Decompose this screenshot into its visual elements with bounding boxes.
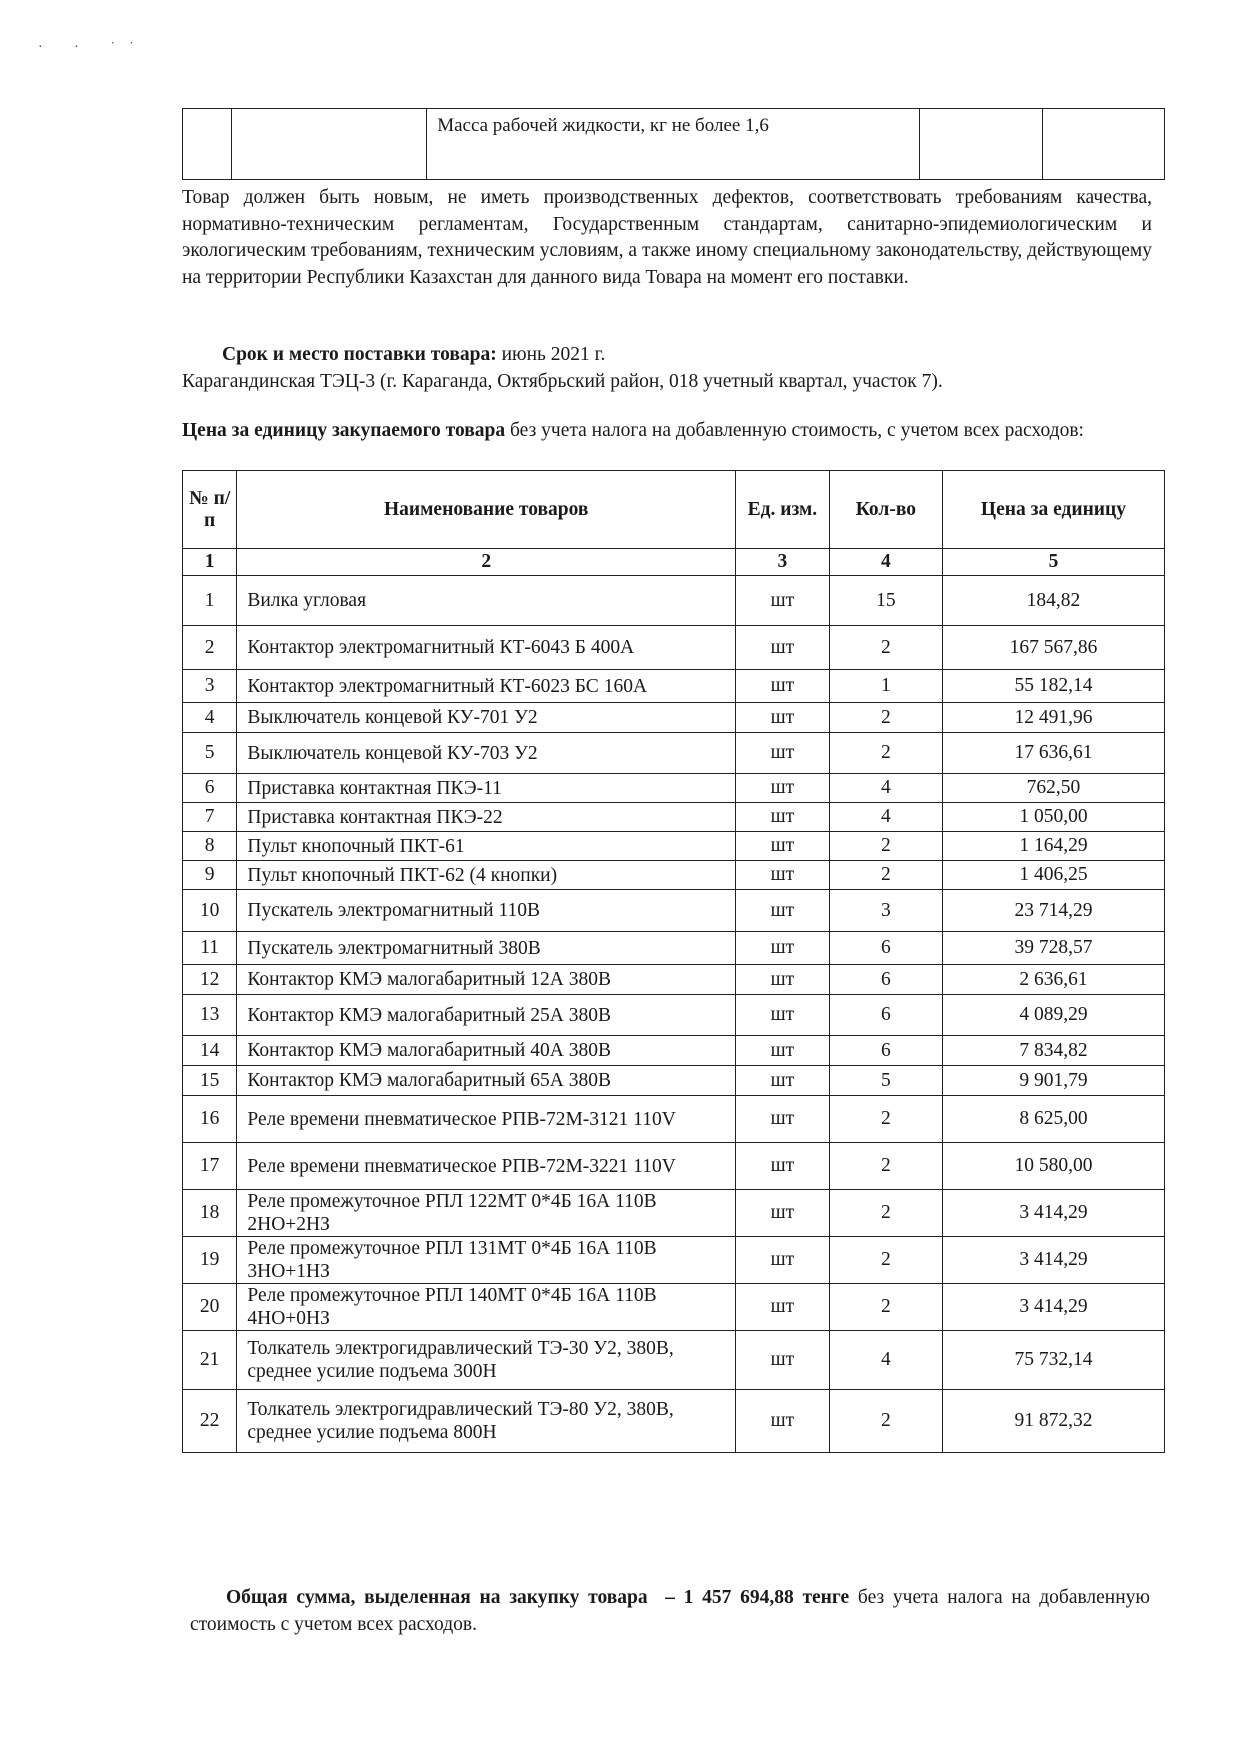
column-number: 3 <box>736 549 830 576</box>
table-cell <box>183 109 232 180</box>
item-name: Реле промежуточное РПЛ 140МТ 0*4Б 16А 110В 4НО+0НЗ <box>237 1284 736 1331</box>
item-name: Пульт кнопочный ПКТ-61 <box>237 832 736 861</box>
item-price: 17 636,61 <box>942 733 1164 774</box>
row-number: 21 <box>183 1331 237 1390</box>
item-name: Пульт кнопочный ПКТ-62 (4 кнопки) <box>237 861 736 890</box>
item-qty: 4 <box>829 803 942 832</box>
row-number: 10 <box>183 890 237 932</box>
item-unit: шт <box>736 1143 830 1190</box>
item-price: 23 714,29 <box>942 890 1164 932</box>
table-row <box>183 1390 1165 1453</box>
row-number: 8 <box>183 832 237 861</box>
table-cell <box>919 109 1042 180</box>
item-qty: 3 <box>829 890 942 932</box>
item-qty: 6 <box>829 965 942 995</box>
row-number: 6 <box>183 774 237 803</box>
row-number: 11 <box>183 932 237 965</box>
table-row <box>183 1284 1165 1331</box>
row-number: 12 <box>183 965 237 995</box>
item-unit: шт <box>736 1390 830 1453</box>
price-heading-label: Цена за единицу закупаемого товара <box>182 420 506 441</box>
row-number: 13 <box>183 995 237 1036</box>
item-qty: 2 <box>829 1190 942 1237</box>
table-row <box>183 703 1165 733</box>
table-row <box>183 1237 1165 1284</box>
row-number: 15 <box>183 1066 237 1096</box>
table-cell <box>231 109 426 180</box>
item-qty: 2 <box>829 832 942 861</box>
delivery-place: Карагандинская ТЭЦ-3 (г. Караганда, Октябрьский район, 018 учетный квартал, участок 7). <box>182 371 943 392</box>
item-price: 91 872,32 <box>942 1390 1164 1453</box>
item-qty: 6 <box>829 932 942 965</box>
header-unit: Ед. изм. <box>736 471 830 549</box>
item-unit: шт <box>736 861 830 890</box>
item-price: 762,50 <box>942 774 1164 803</box>
delivery-date: июнь 2021 г. <box>496 344 606 365</box>
item-unit: шт <box>736 576 830 626</box>
row-number: 19 <box>183 1237 237 1284</box>
item-name: Реле промежуточное РПЛ 122МТ 0*4Б 16А 110В 2НО+2НЗ <box>237 1190 736 1237</box>
item-price: 3 414,29 <box>942 1237 1164 1284</box>
item-name: Контактор электромагнитный КТ-6023 БС 160А <box>237 670 736 703</box>
header-price: Цена за единицу <box>942 471 1164 549</box>
item-price: 2 636,61 <box>942 965 1164 995</box>
column-number-row <box>183 549 1165 576</box>
item-unit: шт <box>736 733 830 774</box>
item-name: Вилка угловая <box>237 576 736 626</box>
item-qty: 6 <box>829 1036 942 1066</box>
table-row <box>183 733 1165 774</box>
row-number: 20 <box>183 1284 237 1331</box>
item-unit: шт <box>736 1066 830 1096</box>
item-unit: шт <box>736 626 830 670</box>
item-name: Толкатель электрогидравлический ТЭ-30 У2, 380В, среднее усилие подъема 300Н <box>237 1331 736 1390</box>
item-name: Приставка контактная ПКЭ-22 <box>237 803 736 832</box>
row-number: 2 <box>183 626 237 670</box>
total-rest: без учета налога на добавленную стоимость с учетом всех расходов. <box>190 1587 1150 1635</box>
item-qty: 2 <box>829 1096 942 1143</box>
item-price: 39 728,57 <box>942 932 1164 965</box>
item-name: Выключатель концевой КУ-701 У2 <box>237 703 736 733</box>
item-name: Контактор КМЭ малогабаритный 25А 380В <box>237 995 736 1036</box>
row-number: 4 <box>183 703 237 733</box>
item-unit: шт <box>736 1036 830 1066</box>
delivery-label: Срок и место поставки товара: <box>222 344 497 365</box>
item-unit: шт <box>736 703 830 733</box>
table-row <box>183 1066 1165 1096</box>
table-row <box>183 861 1165 890</box>
item-qty: 4 <box>829 774 942 803</box>
item-name: Контактор КМЭ малогабаритный 65А 380В <box>237 1066 736 1096</box>
item-price: 9 901,79 <box>942 1066 1164 1096</box>
row-number: 5 <box>183 733 237 774</box>
item-unit: шт <box>736 965 830 995</box>
total-paragraph <box>190 1584 1150 1638</box>
table-cell <box>1042 109 1164 180</box>
table-header-row <box>183 471 1165 549</box>
header-qty: Кол-во <box>829 471 942 549</box>
table-row <box>183 626 1165 670</box>
item-name: Толкатель электрогидравлический ТЭ-80 У2, 380В, среднее усилие подъема 800Н <box>237 1390 736 1453</box>
continuation-table <box>182 108 1165 180</box>
item-name: Контактор электромагнитный КТ-6043 Б 400А <box>237 626 736 670</box>
item-unit: шт <box>736 774 830 803</box>
item-unit: шт <box>736 995 830 1036</box>
header-name: Наименование товаров <box>237 471 736 549</box>
item-name: Приставка контактная ПКЭ-11 <box>237 774 736 803</box>
item-price: 12 491,96 <box>942 703 1164 733</box>
item-price: 7 834,82 <box>942 1036 1164 1066</box>
delivery-date-line <box>222 344 605 366</box>
total-label: Общая сумма, выделенная на закупку товара <box>226 1587 648 1608</box>
item-price: 55 182,14 <box>942 670 1164 703</box>
item-qty: 2 <box>829 1390 942 1453</box>
row-number: 17 <box>183 1143 237 1190</box>
table-cell: Масса рабочей жидкости, кг не более 1,6 <box>427 109 920 180</box>
table-row <box>183 1143 1165 1190</box>
column-number: 2 <box>237 549 736 576</box>
item-name: Реле промежуточное РПЛ 131МТ 0*4Б 16А 110В 3НО+1НЗ <box>237 1237 736 1284</box>
item-name: Пускатель электромагнитный 380В <box>237 932 736 965</box>
item-unit: шт <box>736 1096 830 1143</box>
item-unit: шт <box>736 832 830 861</box>
item-price: 4 089,29 <box>942 995 1164 1036</box>
item-qty: 2 <box>829 1284 942 1331</box>
column-number: 1 <box>183 549 237 576</box>
table-row <box>183 109 1165 180</box>
item-price: 1 164,29 <box>942 832 1164 861</box>
total-amount: – 1 457 694,88 тенге <box>665 1587 850 1608</box>
item-name: Контактор КМЭ малогабаритный 12А 380В <box>237 965 736 995</box>
table-row <box>183 1096 1165 1143</box>
table-row <box>183 1036 1165 1066</box>
column-number: 5 <box>942 549 1164 576</box>
item-name: Выключатель концевой КУ-703 У2 <box>237 733 736 774</box>
table-row <box>183 670 1165 703</box>
item-price: 1 050,00 <box>942 803 1164 832</box>
item-name: Реле времени пневматическое РПВ-72М-3221 110V <box>237 1143 736 1190</box>
item-qty: 2 <box>829 733 942 774</box>
table-row <box>183 995 1165 1036</box>
table-row <box>183 1190 1165 1237</box>
item-name: Контактор КМЭ малогабаритный 40А 380В <box>237 1036 736 1066</box>
table-row <box>183 932 1165 965</box>
table-row <box>183 965 1165 995</box>
table-row <box>183 774 1165 803</box>
items-body <box>183 576 1165 1453</box>
item-qty: 2 <box>829 626 942 670</box>
table-row <box>183 890 1165 932</box>
row-number: 9 <box>183 861 237 890</box>
price-heading <box>182 419 1152 443</box>
item-price: 8 625,00 <box>942 1096 1164 1143</box>
table-row <box>183 803 1165 832</box>
item-unit: шт <box>736 1190 830 1237</box>
table-row <box>183 1331 1165 1390</box>
requirements-paragraph: Товар должен быть новым, не иметь производственных дефектов, соответствовать требованиям качества, нормативно-техническим регламентам, Государственным стандартам, санитарно-эпидемиологическим и экологическим требованиям, техническим условиям, а также иному специальному законодательству, действующему на территории Республики Казахстан для данного вида Товара на момент его поставки. <box>182 187 1152 288</box>
item-unit: шт <box>736 1237 830 1284</box>
item-price: 10 580,00 <box>942 1143 1164 1190</box>
table-row <box>183 576 1165 626</box>
row-number: 3 <box>183 670 237 703</box>
item-qty: 15 <box>829 576 942 626</box>
item-unit: шт <box>736 803 830 832</box>
item-qty: 4 <box>829 1331 942 1390</box>
header-number: № п/п <box>183 471 237 549</box>
row-number: 18 <box>183 1190 237 1237</box>
item-unit: шт <box>736 1284 830 1331</box>
item-qty: 1 <box>829 670 942 703</box>
items-table <box>182 470 1165 1453</box>
item-qty: 2 <box>829 1237 942 1284</box>
item-name: Пускатель электромагнитный 110В <box>237 890 736 932</box>
item-price: 3 414,29 <box>942 1190 1164 1237</box>
item-price: 167 567,86 <box>942 626 1164 670</box>
item-price: 3 414,29 <box>942 1284 1164 1331</box>
item-qty: 2 <box>829 703 942 733</box>
item-unit: шт <box>736 670 830 703</box>
item-unit: шт <box>736 890 830 932</box>
table-row <box>183 832 1165 861</box>
row-number: 7 <box>183 803 237 832</box>
price-heading-rest: без учета налога на добавленную стоимость, с учетом всех расходов: <box>505 420 1084 441</box>
scan-specks: · · ˙˙ <box>38 40 148 55</box>
item-price: 75 732,14 <box>942 1331 1164 1390</box>
item-qty: 5 <box>829 1066 942 1096</box>
item-price: 1 406,25 <box>942 861 1164 890</box>
row-number: 14 <box>183 1036 237 1066</box>
item-unit: шт <box>736 1331 830 1390</box>
item-unit: шт <box>736 932 830 965</box>
row-number: 22 <box>183 1390 237 1453</box>
item-name: Реле времени пневматическое РПВ-72М-3121 110V <box>237 1096 736 1143</box>
row-number: 16 <box>183 1096 237 1143</box>
row-number: 1 <box>183 576 237 626</box>
item-qty: 6 <box>829 995 942 1036</box>
item-qty: 2 <box>829 1143 942 1190</box>
column-number: 4 <box>829 549 942 576</box>
item-price: 184,82 <box>942 576 1164 626</box>
item-qty: 2 <box>829 861 942 890</box>
